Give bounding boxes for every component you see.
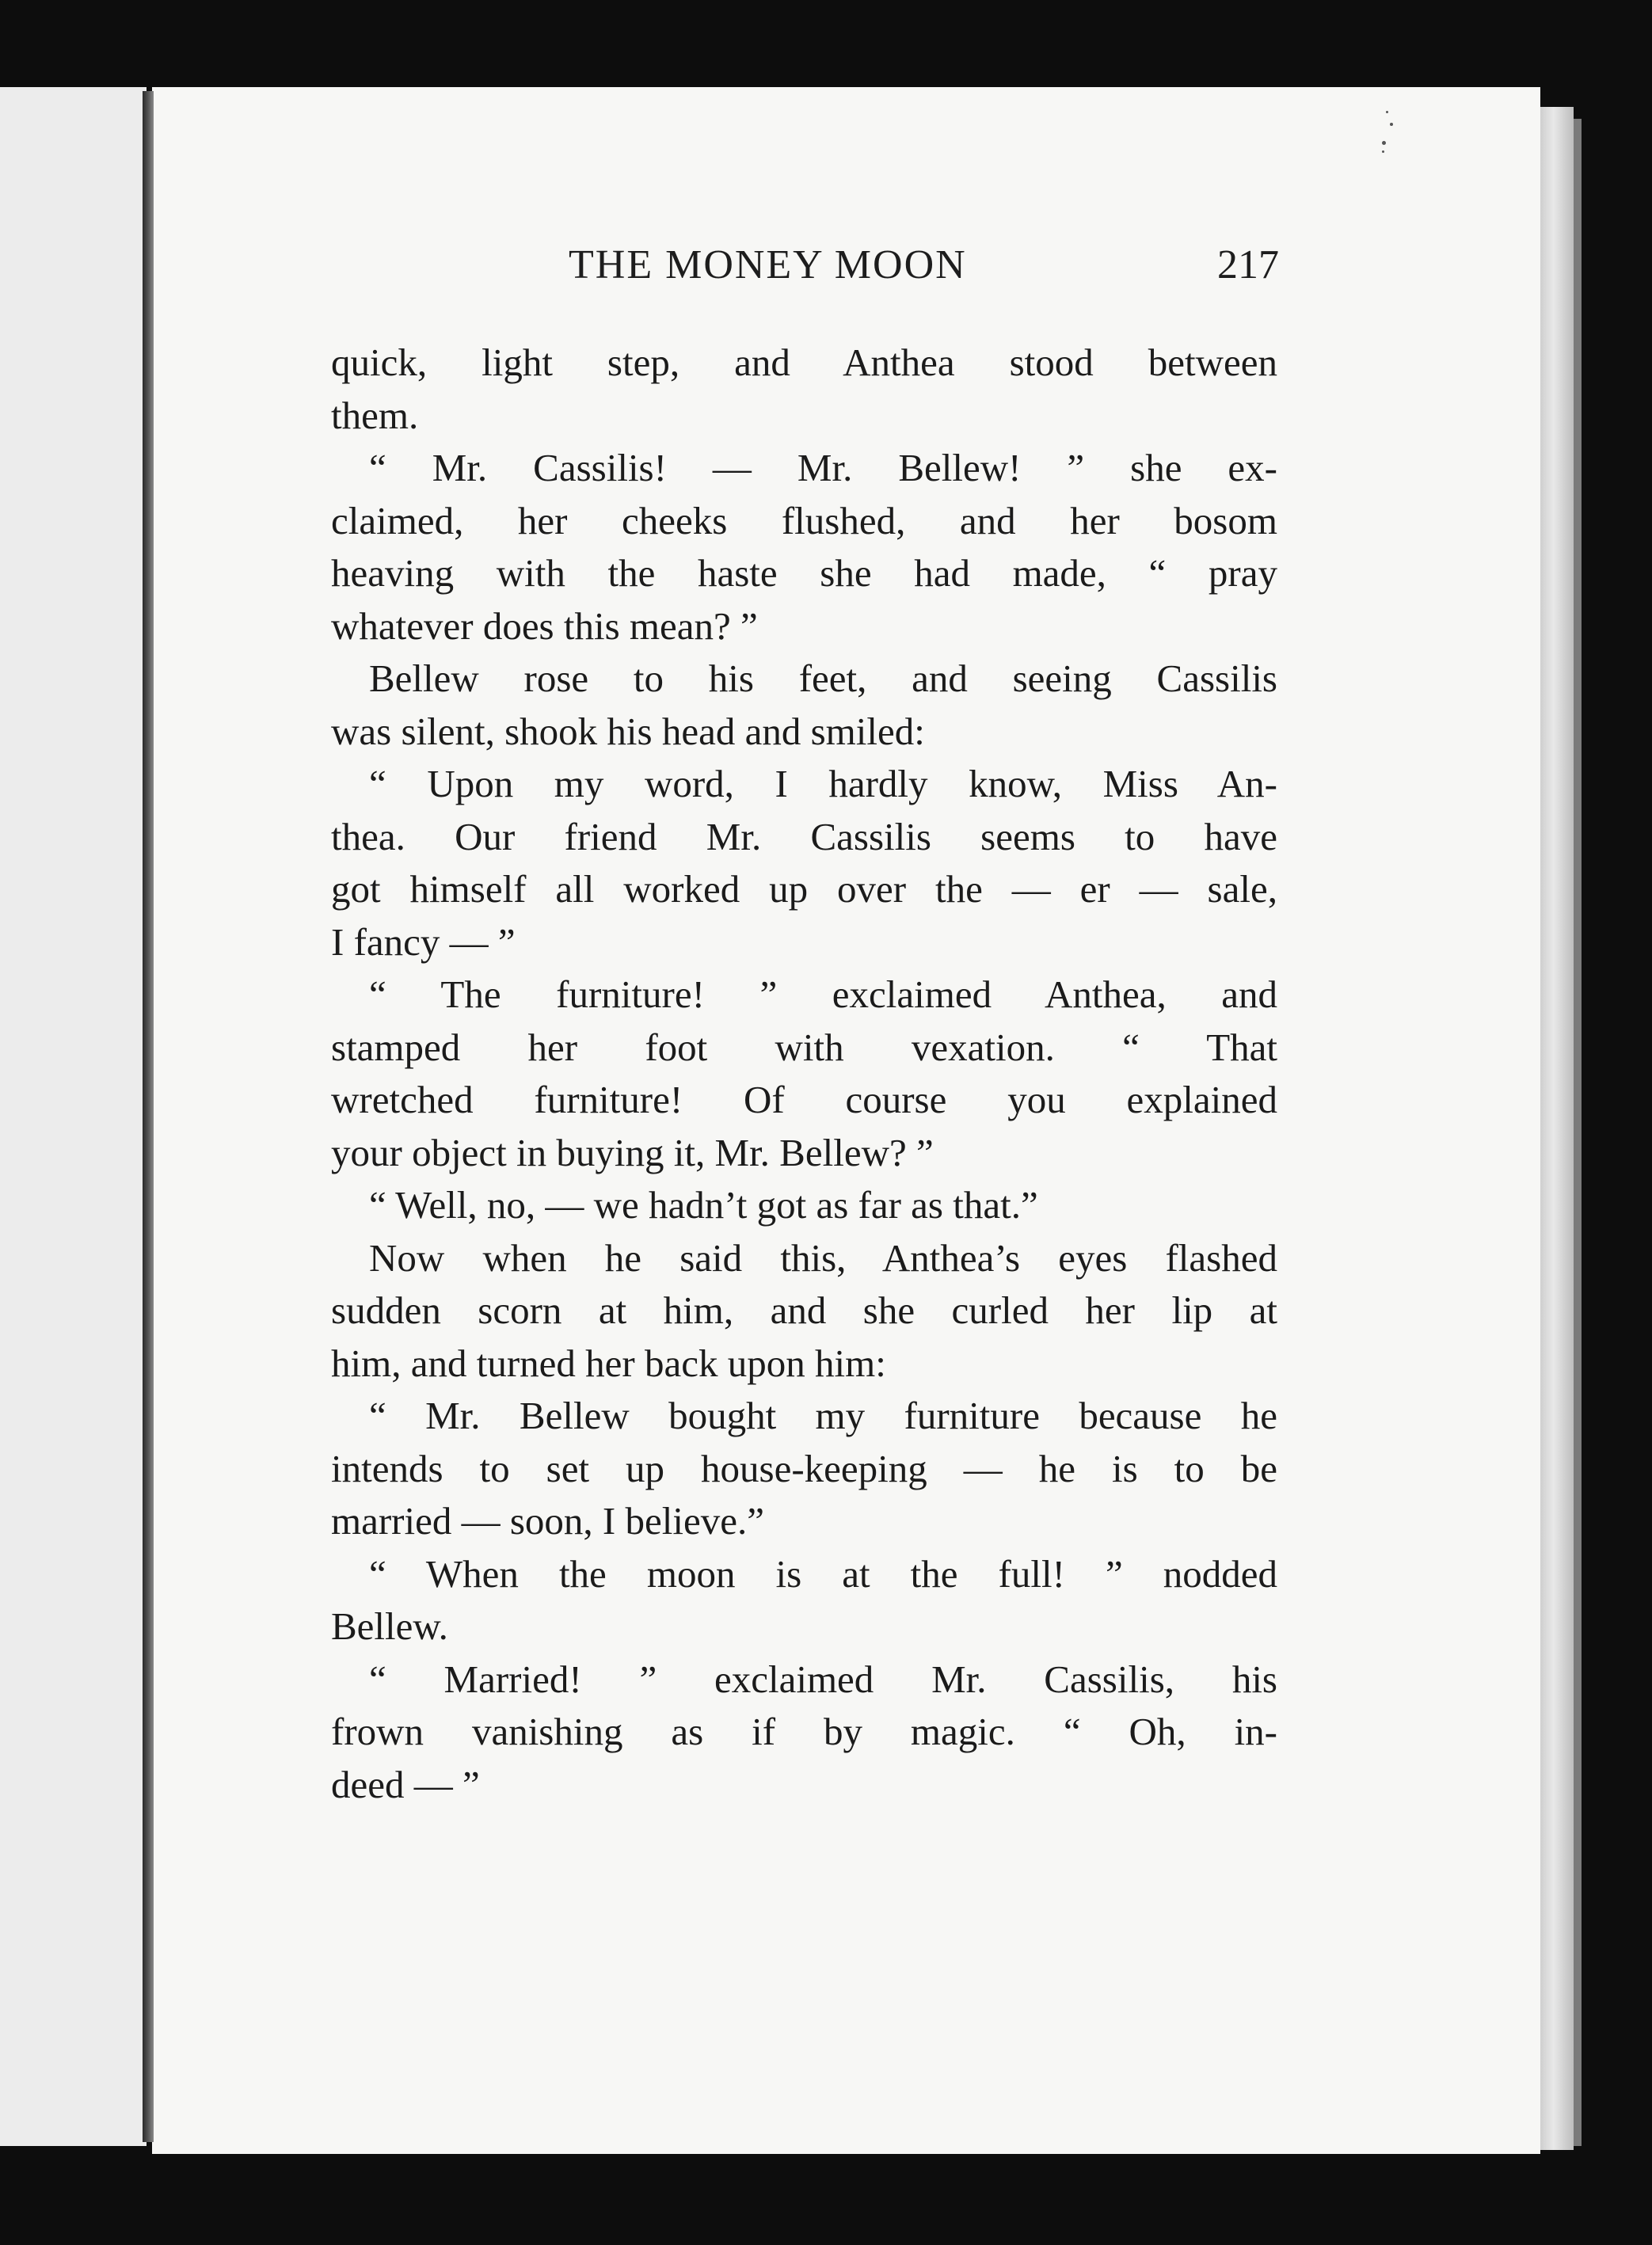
text-line: “ Well, no, — we hadn’t got as far as that.” <box>369 1183 1038 1227</box>
text-line: sudden scorn at him, and she curled her lip at <box>331 1288 1277 1332</box>
text-line: him, and turned her back upon him: <box>331 1341 886 1385</box>
text-line: heaving with the haste she had made, “ pray <box>331 551 1277 595</box>
previous-page-edge <box>0 87 147 2146</box>
text-line: “ Mr. Cassilis! — Mr. Bellew! ” she ex- <box>369 446 1277 489</box>
running-header <box>152 242 1540 297</box>
text-line: “ Married! ” exclaimed Mr. Cassilis, his <box>369 1657 1277 1701</box>
running-title: THE MONEY MOON <box>569 242 967 287</box>
text-line: married — soon, I believe.” <box>331 1499 764 1543</box>
dust-speck <box>1386 111 1388 113</box>
text-line: frown vanishing as if by magic. “ Oh, in- <box>331 1710 1277 1753</box>
text-line: stamped her foot with vexation. “ That <box>331 1025 1277 1069</box>
text-line: intends to set up house-keeping — he is to be <box>331 1446 1277 1490</box>
text-line: wretched furniture! Of course you explained <box>331 1078 1277 1121</box>
page-number: 217 <box>1217 242 1279 287</box>
text-line: “ Mr. Bellew bought my furniture because he <box>369 1394 1277 1437</box>
text-line: “ Upon my word, I hardly know, Miss An- <box>369 762 1277 805</box>
text-line: your object in buying it, Mr. Bellew? ” <box>331 1130 934 1174</box>
page-stack-edge <box>1540 107 1574 2150</box>
dust-speck <box>1382 141 1386 145</box>
text-line: I fancy — ” <box>331 919 516 964</box>
text-line: deed — ” <box>331 1762 480 1806</box>
text-line: Now when he said this, Anthea’s eyes flashed <box>369 1235 1277 1280</box>
text-line: “ The furniture! ” exclaimed Anthea, and <box>369 972 1277 1016</box>
book-gutter <box>143 91 154 2142</box>
text-line: got himself all worked up over the — er — sale, <box>331 867 1277 911</box>
text-line: thea. Our friend Mr. Cassilis seems to have <box>331 814 1277 858</box>
body-text <box>331 337 1277 1811</box>
text-line: whatever does this mean? ” <box>331 603 758 648</box>
text-line: was silent, shook his head and smiled: <box>331 709 925 753</box>
text-line: them. <box>331 393 419 437</box>
text-line: Bellew. <box>331 1604 448 1648</box>
dust-speck <box>1390 123 1393 126</box>
text-line: quick, light step, and Anthea stood between <box>331 341 1277 384</box>
text-line: claimed, her cheeks flushed, and her bosom <box>331 498 1277 542</box>
dust-speck <box>1382 150 1384 153</box>
text-line: “ When the moon is at the full! ” nodded <box>369 1551 1277 1596</box>
text-line: Bellew rose to his feet, and seeing Cassilis <box>369 656 1277 700</box>
page-stack-shadow <box>1574 119 1582 2146</box>
